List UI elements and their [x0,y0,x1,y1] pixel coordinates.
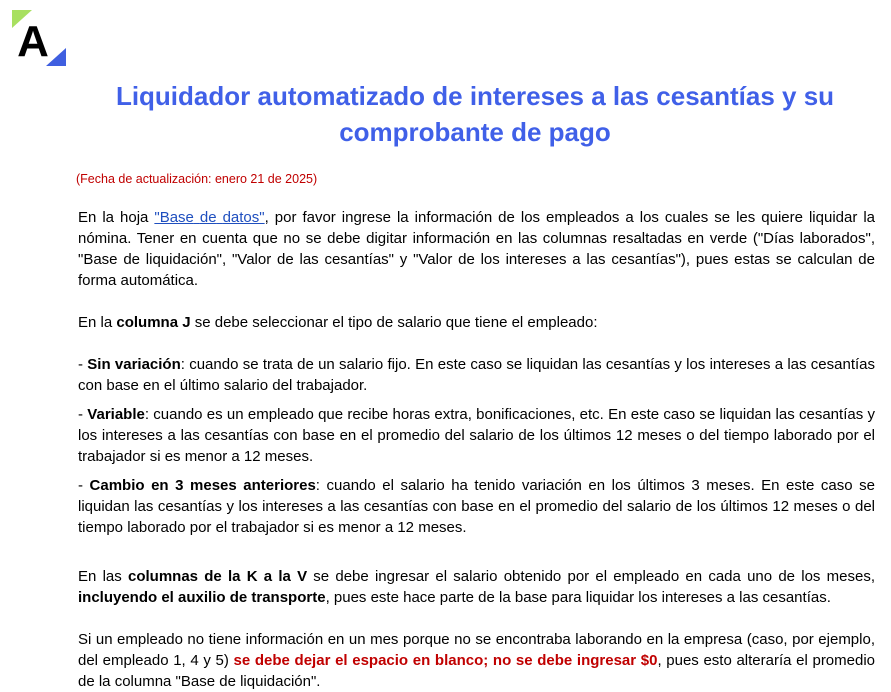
brand-logo-icon [12,10,66,66]
list-item-variable: - Variable: cuando es un empleado que recibe horas extra, bonificaciones, etc. En este caso se liquidan las cesantías y los intereses a las cesantías con base en el promedio del salario de los últimos 12 meses o del tiempo laborado por el trabajador si es menor a 12 meses. [78,406,875,465]
list-item-cambio-3-meses: - Cambio en 3 meses anteriores: cuando el salario ha tenido variación en los últimos 3 meses. En este caso se liquidan las cesantías y los intereses a las cesantías con base en el promedio del salario de los últimos 12 meses o del tiempo laborado por el trabajador si es menor a 12 meses. [78,477,875,536]
update-date: (Fecha de actualización: enero 21 de 2025) [76,172,318,186]
paragraph-blank-months: Si un empleado no tiene información en un mes porque no se encontraba laborando en la empresa (caso, por ejemplo, del empleado 1, 4 y 5) se debe dejar el espacio en blanco; no se debe ingresar $0, pues esto alteraría el promedio de la columna "Base de liquidación". [78,631,876,690]
database-sheet-link[interactable]: "Base de datos" [154,209,265,226]
warning-text: se debe dejar el espacio en blanco; no se debe ingresar $0 [233,652,658,669]
page-title: Liquidador automatizado de intereses a las cesantías y su comprobante de pago [115,81,835,147]
logo-letter: A [17,17,49,66]
list-item-sin-variacion: - Sin variación: cuando se trata de un salario fijo. En este caso se liquidan las cesantías y los intereses a las cesantías con base en el último salario del trabajador. [78,356,875,394]
logo-accent-bottom [46,48,66,66]
paragraph-database-sheet: En la hoja "Base de datos", por favor ingrese la información de los empleados a los cuales se les quiere liquidar la nómina. Tener en cuenta que no se debe digitar información en las columnas resaltadas en verde ("Días laborados", "Base de liquidación", "Valor de las cesantías" y "Valor de los intereses a las cesantías"), pues estas se calculan de forma automática. [78,209,875,289]
paragraph-columns-k-v: En las columnas de la K a la V se debe ingresar el salario obtenido por el empleado en cada uno de los meses, incluyendo el auxilio de transporte, pues este hace parte de la base para liquidar los intereses a las cesantías. [78,568,875,606]
instructions-body [78,207,875,692]
paragraph-column-j: En la columna J se debe seleccionar el tipo de salario que tiene el empleado: [78,314,598,331]
